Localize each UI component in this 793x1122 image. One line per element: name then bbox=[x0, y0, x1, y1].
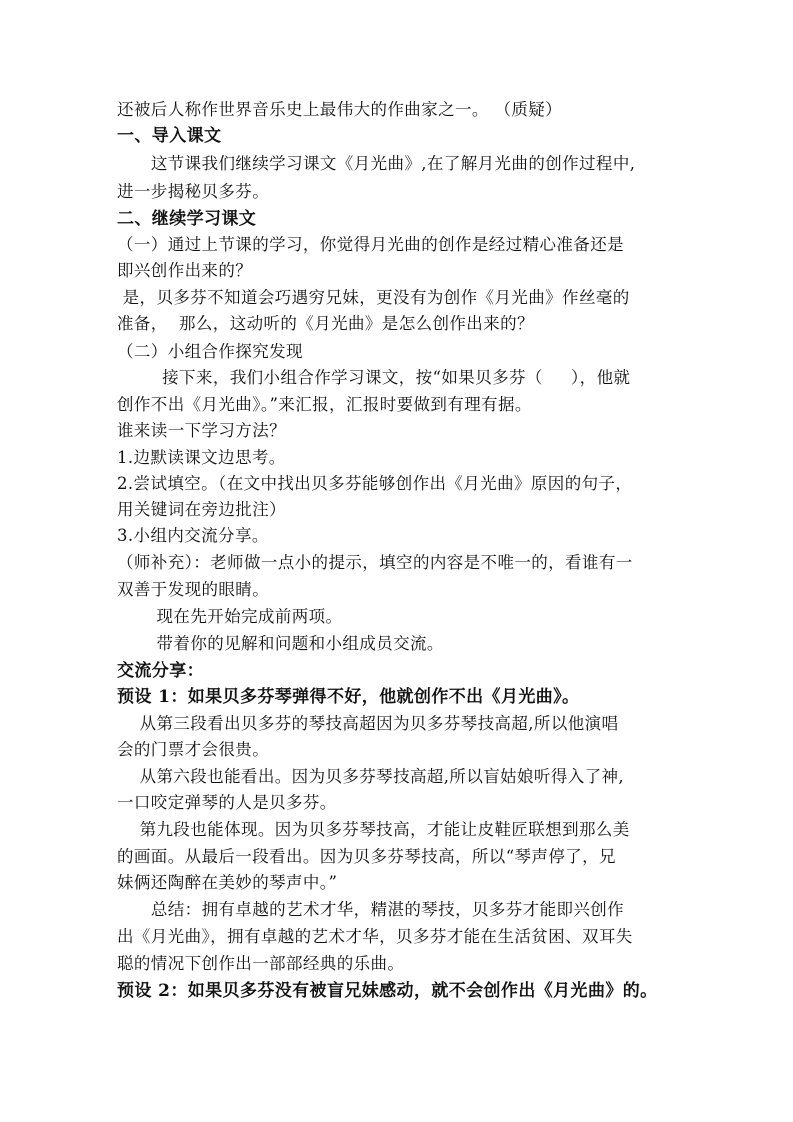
preset-1-heading: 预设 1：如果贝多芬琴弹得不好，他就创作不出《月光曲》。 bbox=[117, 687, 580, 707]
text-line: （二）小组合作探究发现 bbox=[117, 342, 303, 361]
text-line: 用关键词在旁边批注） bbox=[117, 500, 286, 519]
text-line: 的画面。从最后一段看出。因为贝多芬琴技高，所以“琴声停了，兄 bbox=[117, 847, 616, 866]
text-line: 1.边默读课文边思考。 bbox=[117, 448, 286, 467]
text-line: 准备， 那么，这动听的《月光曲》是怎么创作出来的？ bbox=[117, 314, 534, 333]
text-line: 接下来，我们小组合作学习课文，按“如果贝多芬（ ），他就 bbox=[117, 368, 631, 387]
text-line: 第九段也能体现。因为贝多芬琴技高，才能让皮鞋匠联想到那么美 bbox=[117, 820, 630, 839]
text-line: 聪的情况下创作出一部部经典的乐曲。 bbox=[117, 954, 405, 973]
text-line: （一）通过上节课的学习，你觉得月光曲的创作是经过精心准备还是 bbox=[117, 235, 624, 254]
text-line: 一口咬定弹琴的人是贝多芬。 bbox=[117, 793, 337, 812]
text-line: 从第六段也能看出。因为贝多芬琴技高超,所以盲姑娘听得入了神, bbox=[117, 767, 625, 786]
text-line: 3.小组内交流分享。 bbox=[117, 526, 269, 545]
text-line: 这节课我们继续学习课文《月光曲》,在了解月光曲的创作过程中, bbox=[117, 154, 636, 173]
section-heading-continue: 二、继续学习课文 bbox=[117, 209, 257, 229]
preset-2-heading: 预设 2：如果贝多芬没有被盲兄妹感动，就不会创作出《月光曲》的。 bbox=[117, 981, 658, 1001]
section-heading-share: 交流分享： bbox=[117, 661, 204, 681]
text-line: 总结：拥有卓越的艺术才华，精湛的琴技，贝多芬才能即兴创作 bbox=[117, 900, 625, 919]
text-line: （师补充）：老师做一点小的提示，填空的内容是不唯一的，看谁有一 bbox=[117, 553, 633, 572]
text-line: 是，贝多芬不知道会巧遇穷兄妹，更没有为创作《月光曲》作丝毫的 bbox=[117, 288, 630, 307]
section-heading-intro: 一、导入课文 bbox=[117, 126, 222, 146]
text-line: 双善于发现的眼睛。 bbox=[117, 580, 270, 599]
text-line: 会的门票才会很贵。 bbox=[117, 740, 270, 759]
text-line: 现在先开始完成前两项。 bbox=[117, 607, 343, 626]
text-line: 带着你的见解和问题和小组成员交流。 bbox=[117, 634, 444, 653]
text-line: 出《月光曲》，拥有卓越的艺术才华，贝多芬才能在生活贫困、双耳失 bbox=[117, 927, 633, 946]
text-line: 妹俩还陶醉在美妙的琴声中。” bbox=[117, 873, 338, 892]
text-line: 即兴创作出来的？ bbox=[117, 261, 253, 280]
text-line: 还被后人称作世界音乐史上最伟大的作曲家之一。 （质疑） bbox=[117, 100, 563, 119]
text-line: 从第三段看出贝多芬的琴技高超因为贝多芬琴技高超,所以他演唱 bbox=[117, 714, 619, 733]
text-line: 2.尝试填空。（在文中找出贝多芬能够创作出《月光曲》原因的句子， bbox=[117, 474, 633, 493]
text-line: 创作不出《月光曲》。”来汇报，汇报时要做到有理有据。 bbox=[117, 395, 532, 414]
text-line: 进一步揭秘贝多芬。 bbox=[117, 182, 270, 201]
text-line: 谁来读一下学习方法？ bbox=[117, 421, 286, 440]
